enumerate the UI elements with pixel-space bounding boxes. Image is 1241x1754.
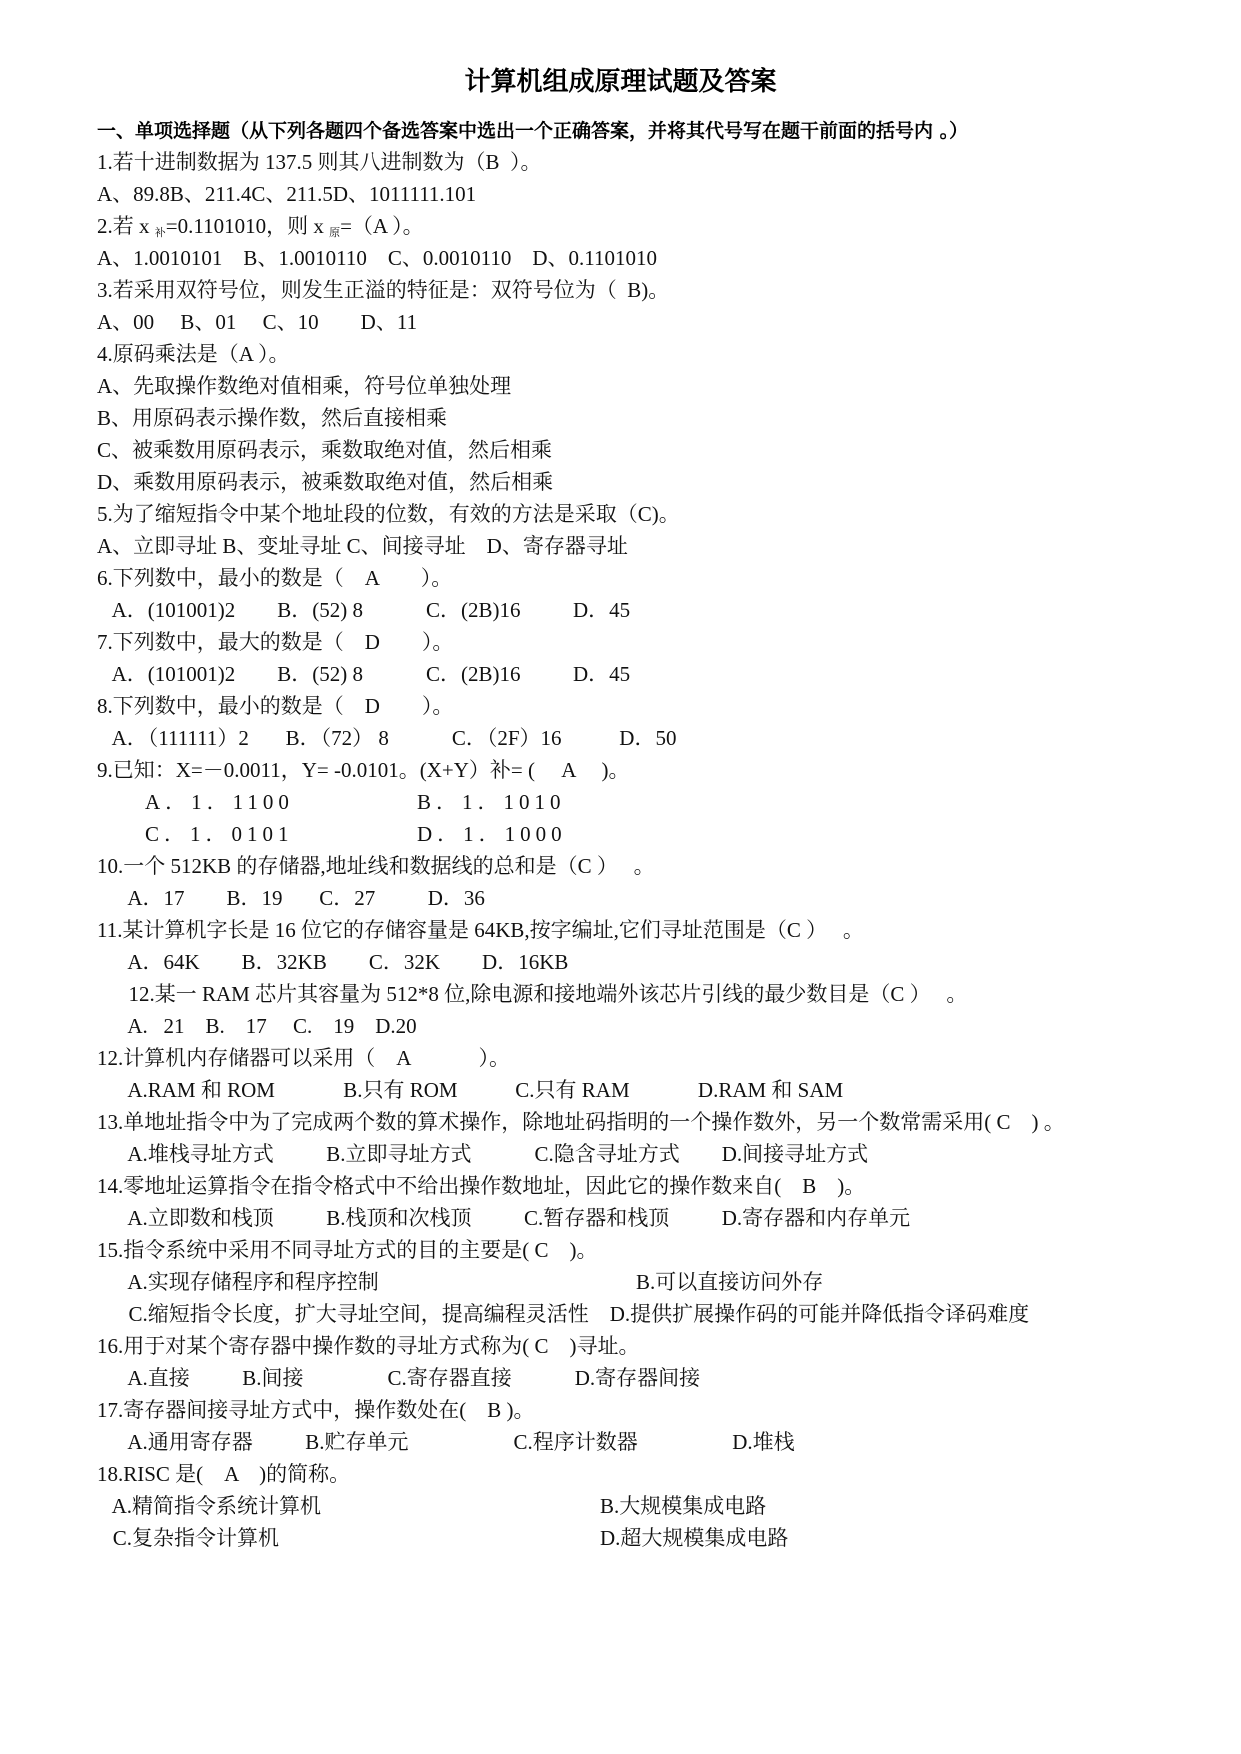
- question-line: 13.单地址指令中为了完成两个数的算术操作，除地址码指明的一个操作数外，另一个数常需采用( C ) 。: [97, 1110, 1065, 1134]
- option-line: A、00 B、01 C、10 D、11: [97, 310, 418, 334]
- option-line: A.立即数和栈顶 B.栈顶和次栈顶 C.暂存器和栈顶 D.寄存器和内存单元: [97, 1206, 911, 1230]
- option-line: A.直接 B.间接 C.寄存器直接 D.寄存器间接: [97, 1366, 701, 1390]
- question-line: 8.下列数中，最小的数是（ D ）。: [97, 694, 454, 718]
- page-title: 计算机组成原理试题及答案: [464, 67, 777, 97]
- option-line: A、89.8B、211.4C、211.5D、1011111.101: [97, 182, 477, 206]
- option-d: D.超大规模集成电路: [600, 1526, 789, 1550]
- q2-text-pre: 2.若 x: [97, 214, 155, 238]
- option-line: A.通用寄存器 B.贮存单元 C.程序计数器 D.堆栈: [97, 1430, 795, 1454]
- option-c: C．1．0101: [145, 822, 294, 846]
- option-line: A．（111111）2 B．（72） 8 C．（2F）16 D．50: [97, 726, 677, 750]
- question-line: 7.下列数中，最大的数是（ D ）。: [97, 630, 454, 654]
- question-line: 6.下列数中，最小的数是（ A ）。: [97, 566, 453, 590]
- question-line: 17.寄存器间接寻址方式中，操作数处在( B )。: [97, 1398, 535, 1422]
- question-line: 15.指令系统中采用不同寻址方式的目的主要是( C )。: [97, 1238, 598, 1262]
- option-line: A.RAM 和 ROM B.只有 ROM C.只有 RAM D.RAM 和 SAM: [97, 1078, 844, 1102]
- question-line: 16.用于对某个寄存器中操作数的寻址方式称为( C )寻址。: [97, 1334, 640, 1358]
- option-a: A.精简指令系统计算机: [97, 1494, 322, 1518]
- option-line: A、先取操作数绝对值相乘，符号位单独处理: [97, 374, 512, 398]
- question-line: 18.RISC 是( A )的简称。: [97, 1462, 351, 1486]
- option-line: A．(101001)2 B．(52) 8 C．(2B)16 D．45: [97, 598, 631, 622]
- question-line: 12.计算机内存储器可以采用（ A ）。: [97, 1046, 511, 1070]
- option-line: B、用原码表示操作数，然后直接相乘: [97, 406, 448, 430]
- question-line: 1.若十进制数据为 137.5 则其八进制数为（B ）。: [97, 150, 542, 174]
- option-b: B.大规模集成电路: [600, 1494, 767, 1518]
- option-line: A、1.0010101 B、1.0010110 C、0.0010110 D、0.1101010: [97, 246, 658, 270]
- question-line: 9.已知：X=－0.0011，Y= -0.0101。(X+Y）补= ( A )。: [97, 758, 630, 782]
- question-line: 5.为了缩短指令中某个地址段的位数，有效的方法是采取（C)。: [97, 502, 680, 526]
- option-line: D、乘数用原码表示，被乘数取绝对值，然后相乘: [97, 470, 554, 494]
- option-line: A.堆栈寻址方式 B.立即寻址方式 C.隐含寻址方式 D.间接寻址方式: [97, 1142, 869, 1166]
- option-b: B.可以直接访问外存: [636, 1270, 824, 1294]
- option-c: C.复杂指令计算机: [97, 1526, 280, 1550]
- question-2-line: [97, 212, 424, 247]
- question-line: 12.某一 RAM 芯片其容量为 512*8 位,除电源和接地端外该芯片引线的最少数目是（C ） 。: [97, 982, 968, 1006]
- option-d: D．1．1000: [417, 822, 567, 846]
- question-line: 14.零地址运算指令在指令格式中不给出操作数地址，因此它的操作数来自( B )。: [97, 1174, 866, 1198]
- option-line: A. 21 B. 17 C. 19 D.20: [97, 1014, 417, 1038]
- option-line: A．17 B．19 C．27 D．36: [97, 886, 485, 910]
- question-line: 3.若采用双符号位，则发生正溢的特征是：双符号位为（ B)。: [97, 278, 670, 302]
- option-line: A．64K B．32KB C．32K D．16KB: [97, 950, 569, 974]
- option-b: B．1．1010: [417, 790, 566, 814]
- q2-subscript-complement: 补: [154, 227, 166, 239]
- section-heading: 一、单项选择题（从下列各题四个备选答案中选出一个正确答案，并将其代号写在题干前面的括号内 。）: [97, 120, 969, 142]
- q2-subscript-original: 原: [329, 227, 341, 239]
- option-line: C、被乘数用原码表示，乘数取绝对值，然后相乘: [97, 438, 553, 462]
- option-a: A.实现存储程序和程序控制: [97, 1270, 379, 1294]
- option-line: A．(101001)2 B．(52) 8 C．(2B)16 D．45: [97, 662, 631, 686]
- question-line: 4.原码乘法是（A ）。: [97, 342, 290, 366]
- option-line: C.缩短指令长度，扩大寻址空间，提高编程灵活性 D.提供扩展操作码的可能并降低指令译码难度: [97, 1302, 1030, 1326]
- q2-text-mid: =0.1101010，则 x: [165, 214, 330, 238]
- option-line: A、立即寻址 B、变址寻址 C、间接寻址 D、寄存器寻址: [97, 534, 628, 558]
- q2-text-post: =（A ）。: [340, 214, 424, 238]
- option-a: A．1．1100: [145, 790, 294, 814]
- question-line: 11.某计算机字长是 16 位它的存储容量是 64KB,按字编址,它们寻址范围是（C ） 。: [97, 918, 864, 942]
- question-line: 10.一个 512KB 的存储器,地址线和数据线的总和是（C ） 。: [97, 854, 655, 878]
